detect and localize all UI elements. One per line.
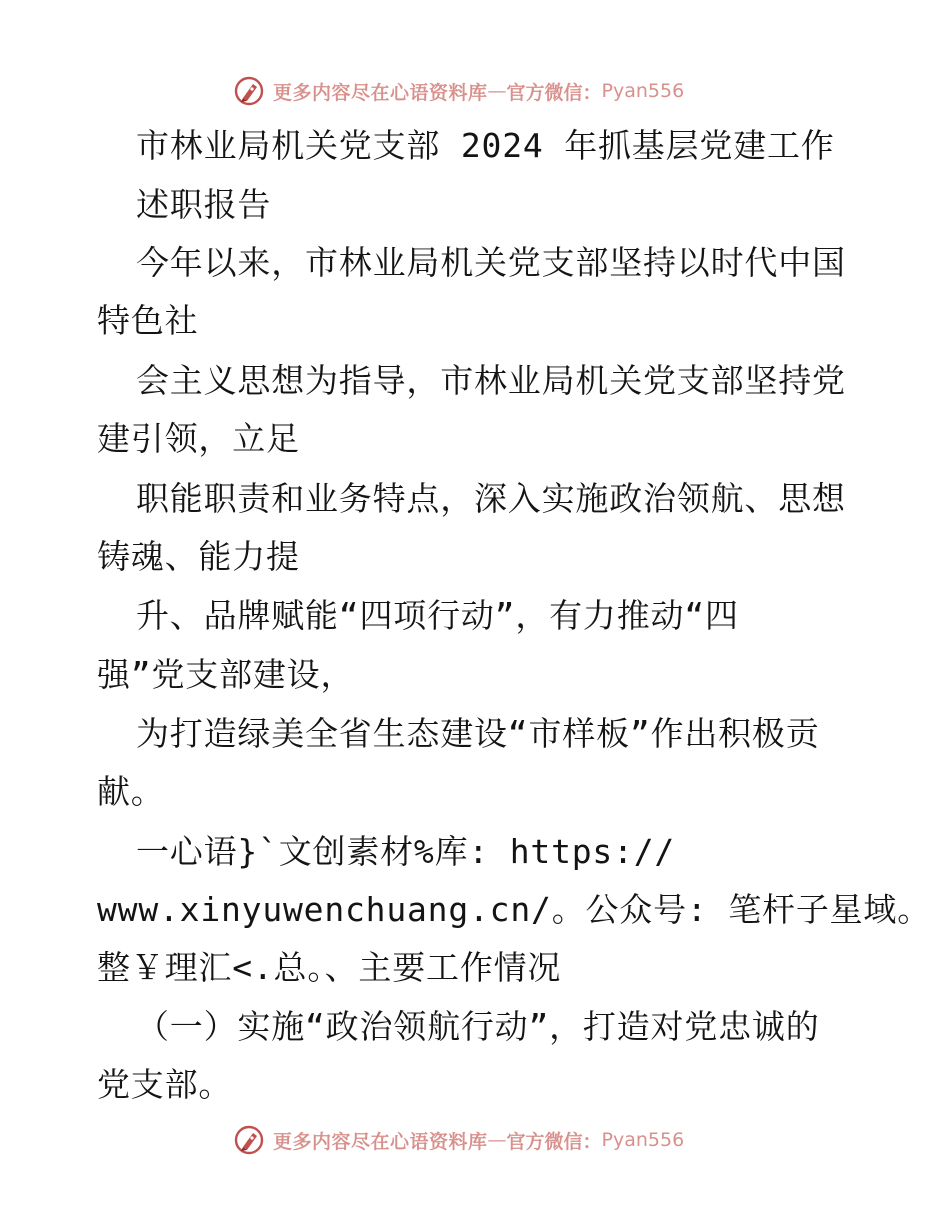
paragraph-line: 建引领，立足 (97, 419, 300, 458)
header-banner (233, 74, 684, 108)
banner-wechat-label: 官方微信： (506, 1130, 602, 1153)
banner-separator: — (487, 1129, 507, 1151)
document-title-line-2: 述职报告 (136, 185, 272, 224)
paragraph-line: 强”党支部建设， (97, 655, 355, 694)
paragraph-line: 升、品牌赋能“四项行动”，有力推动“四 (136, 596, 739, 635)
paragraph-line: 职能职责和业务特点，深入实施政治领航、思想 (136, 479, 846, 518)
section-heading-line: 党支部。 (97, 1065, 233, 1104)
paragraph-line: 特色社 (97, 301, 199, 340)
footer-banner (233, 1123, 684, 1157)
paragraph-line: 今年以来，市林业局机关党支部坚持以时代中国 (136, 243, 846, 282)
banner-wechat-label: 官方微信： (506, 81, 602, 104)
pen-nib-logo-icon (233, 75, 265, 107)
pen-nib-logo-icon (233, 1124, 265, 1156)
paragraph-line: 为打造绿美全省生态建设“市样板”作出积极贡 (136, 714, 820, 753)
banner-text: 更多内容尽在心语资料库 (273, 1130, 488, 1153)
banner-wechat-id: Pyan556 (601, 80, 685, 102)
banner-text: 更多内容尽在心语资料库 (273, 81, 488, 104)
section-heading-line: （一）实施“政治领航行动”，打造对党忠诚的 (136, 1007, 820, 1046)
paragraph-line: 铸魂、能力提 (97, 537, 300, 576)
paragraph-line: 整￥理汇<.总。、主要工作情况 (97, 948, 562, 987)
banner-wechat-id: Pyan556 (601, 1129, 685, 1151)
banner-separator: — (487, 80, 507, 102)
paragraph-line: 一心语}`文创素材%库: https:// (136, 832, 676, 871)
paragraph-line: 献。 (97, 772, 165, 811)
document-title-line-1: 市林业局机关党支部 2024 年抓基层党建工作 (136, 126, 835, 165)
paragraph-line: 会主义思想为指导，市林业局机关党支部坚持党 (136, 361, 846, 400)
paragraph-line: www.xinyuwenchuang.cn/。公众号: 笔杆子星域。 (97, 890, 932, 929)
